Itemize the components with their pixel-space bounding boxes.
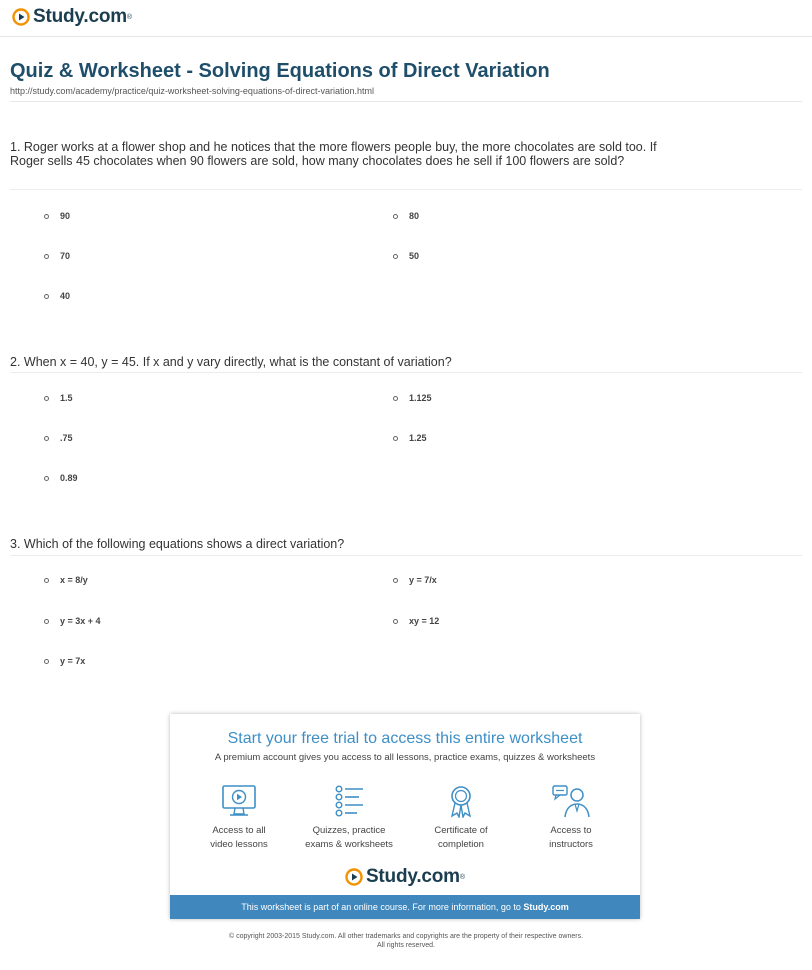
study-logo-icon <box>345 868 363 886</box>
title-divider <box>10 101 802 102</box>
logo-text: Study.com <box>365 866 460 887</box>
feature-line-2: instructors <box>549 839 593 850</box>
quiz-list-icon <box>331 784 367 818</box>
promo-info-bar <box>170 895 640 919</box>
promo-bar-text: This worksheet is part of an online course. For more information, go to <box>241 902 521 912</box>
q2-option-e[interactable] <box>44 473 78 483</box>
copyright-line-1: © copyright 2003-2015 Study.com. All other trademarks and copyrights are the property of their respective owners. <box>228 933 584 940</box>
certificate-icon <box>443 784 479 818</box>
radio-icon[interactable] <box>44 294 49 299</box>
feature-label <box>294 824 404 852</box>
option-label: y = 7x <box>60 656 86 666</box>
q3-option-c[interactable] <box>44 616 101 626</box>
q2-option-c[interactable] <box>44 433 73 443</box>
radio-icon[interactable] <box>393 214 398 219</box>
question-1-text: 1. Roger works at a flower shop and he notices that the more flowers people buy, the more chocolates are sold too. If Roger sells 45 chocolates when 90 flowers are sold, how many chocolates does he sell if 100 flowers are sold? <box>10 140 657 168</box>
promo-logo[interactable] <box>170 866 640 888</box>
feature-line-1: Certificate of <box>434 825 488 836</box>
radio-icon[interactable] <box>44 436 49 441</box>
feature-label <box>516 824 626 852</box>
radio-icon[interactable] <box>44 659 49 664</box>
header-logo[interactable] <box>12 6 132 28</box>
q1-option-a[interactable] <box>44 211 70 221</box>
feature-video-lessons <box>184 784 294 852</box>
video-lesson-icon <box>221 784 257 818</box>
q3-option-e[interactable] <box>44 656 85 666</box>
feature-line-2: exams & worksheets <box>305 839 393 850</box>
copyright-line-2: All rights reserved. <box>377 942 435 949</box>
promo-subtitle: A premium account gives you access to all lessons, practice exams, quizzes & worksheets <box>214 752 596 763</box>
radio-icon[interactable] <box>44 619 49 624</box>
option-label: x = 8/y <box>60 575 88 585</box>
option-label: 1.5 <box>60 393 73 403</box>
q2-option-b[interactable] <box>393 393 432 403</box>
radio-icon[interactable] <box>44 396 49 401</box>
option-label: 90 <box>60 211 71 221</box>
promo-bar-link[interactable]: Study.com <box>523 902 569 912</box>
q3-option-a[interactable] <box>44 575 88 585</box>
option-label: 70 <box>60 251 71 261</box>
question-3-divider <box>10 555 802 556</box>
q1-option-c[interactable] <box>44 251 70 261</box>
question-2-text: 2. When x = 40, y = 45. If x and y vary directly, what is the constant of variation? <box>10 355 452 369</box>
study-logo-icon <box>12 8 30 26</box>
option-label: y = 7/x <box>409 575 437 585</box>
radio-icon[interactable] <box>393 619 398 624</box>
copyright-footer <box>0 932 812 950</box>
feature-line-1: Access to <box>550 825 592 836</box>
option-label: 1.25 <box>409 433 427 443</box>
option-label: 40 <box>60 291 71 301</box>
option-label: .75 <box>60 433 73 443</box>
feature-line-2: video lessons <box>210 839 268 850</box>
option-label: y = 3x + 4 <box>60 616 101 626</box>
radio-icon[interactable] <box>393 578 398 583</box>
page-title: Quiz & Worksheet - Solving Equations of Direct Variation <box>10 60 550 82</box>
q1-option-e[interactable] <box>44 291 70 301</box>
logo-trademark: ® <box>459 873 466 881</box>
header-divider <box>0 36 812 37</box>
feature-label <box>184 824 294 852</box>
option-label: xy = 12 <box>409 616 440 626</box>
radio-icon[interactable] <box>44 476 49 481</box>
question-1-divider <box>10 189 802 190</box>
feature-certificate <box>406 784 516 852</box>
option-label: 80 <box>409 211 420 221</box>
q1-option-d[interactable] <box>393 251 419 261</box>
radio-icon[interactable] <box>44 578 49 583</box>
feature-label <box>406 824 516 852</box>
radio-icon[interactable] <box>393 396 398 401</box>
radio-icon[interactable] <box>393 436 398 441</box>
promo-title[interactable]: Start your free trial to access this entire worksheet <box>227 730 583 747</box>
logo-text: Study.com <box>33 6 127 27</box>
q2-option-d[interactable] <box>393 433 427 443</box>
feature-line-1: Access to all <box>212 825 266 836</box>
logo-trademark: ® <box>126 13 133 21</box>
feature-quizzes <box>294 784 404 852</box>
feature-line-1: Quizzes, practice <box>312 825 386 836</box>
radio-icon[interactable] <box>44 214 49 219</box>
q3-option-d[interactable] <box>393 616 439 626</box>
q1-option-b[interactable] <box>393 211 419 221</box>
option-label: 0.89 <box>60 473 78 483</box>
radio-icon[interactable] <box>393 254 398 259</box>
option-label: 1.125 <box>409 393 432 403</box>
question-3-text: 3. Which of the following equations shows a direct variation? <box>10 537 345 551</box>
q2-option-a[interactable] <box>44 393 73 403</box>
question-2-divider <box>10 372 802 373</box>
option-label: 50 <box>409 251 420 261</box>
feature-instructors <box>516 784 626 852</box>
feature-line-2: completion <box>438 839 484 850</box>
page-url: http://study.com/academy/practice/quiz-worksheet-solving-equations-of-direct-variation.html <box>10 86 374 96</box>
free-trial-promo[interactable] <box>170 714 640 919</box>
instructor-icon <box>551 784 591 818</box>
radio-icon[interactable] <box>44 254 49 259</box>
q3-option-b[interactable] <box>393 575 437 585</box>
